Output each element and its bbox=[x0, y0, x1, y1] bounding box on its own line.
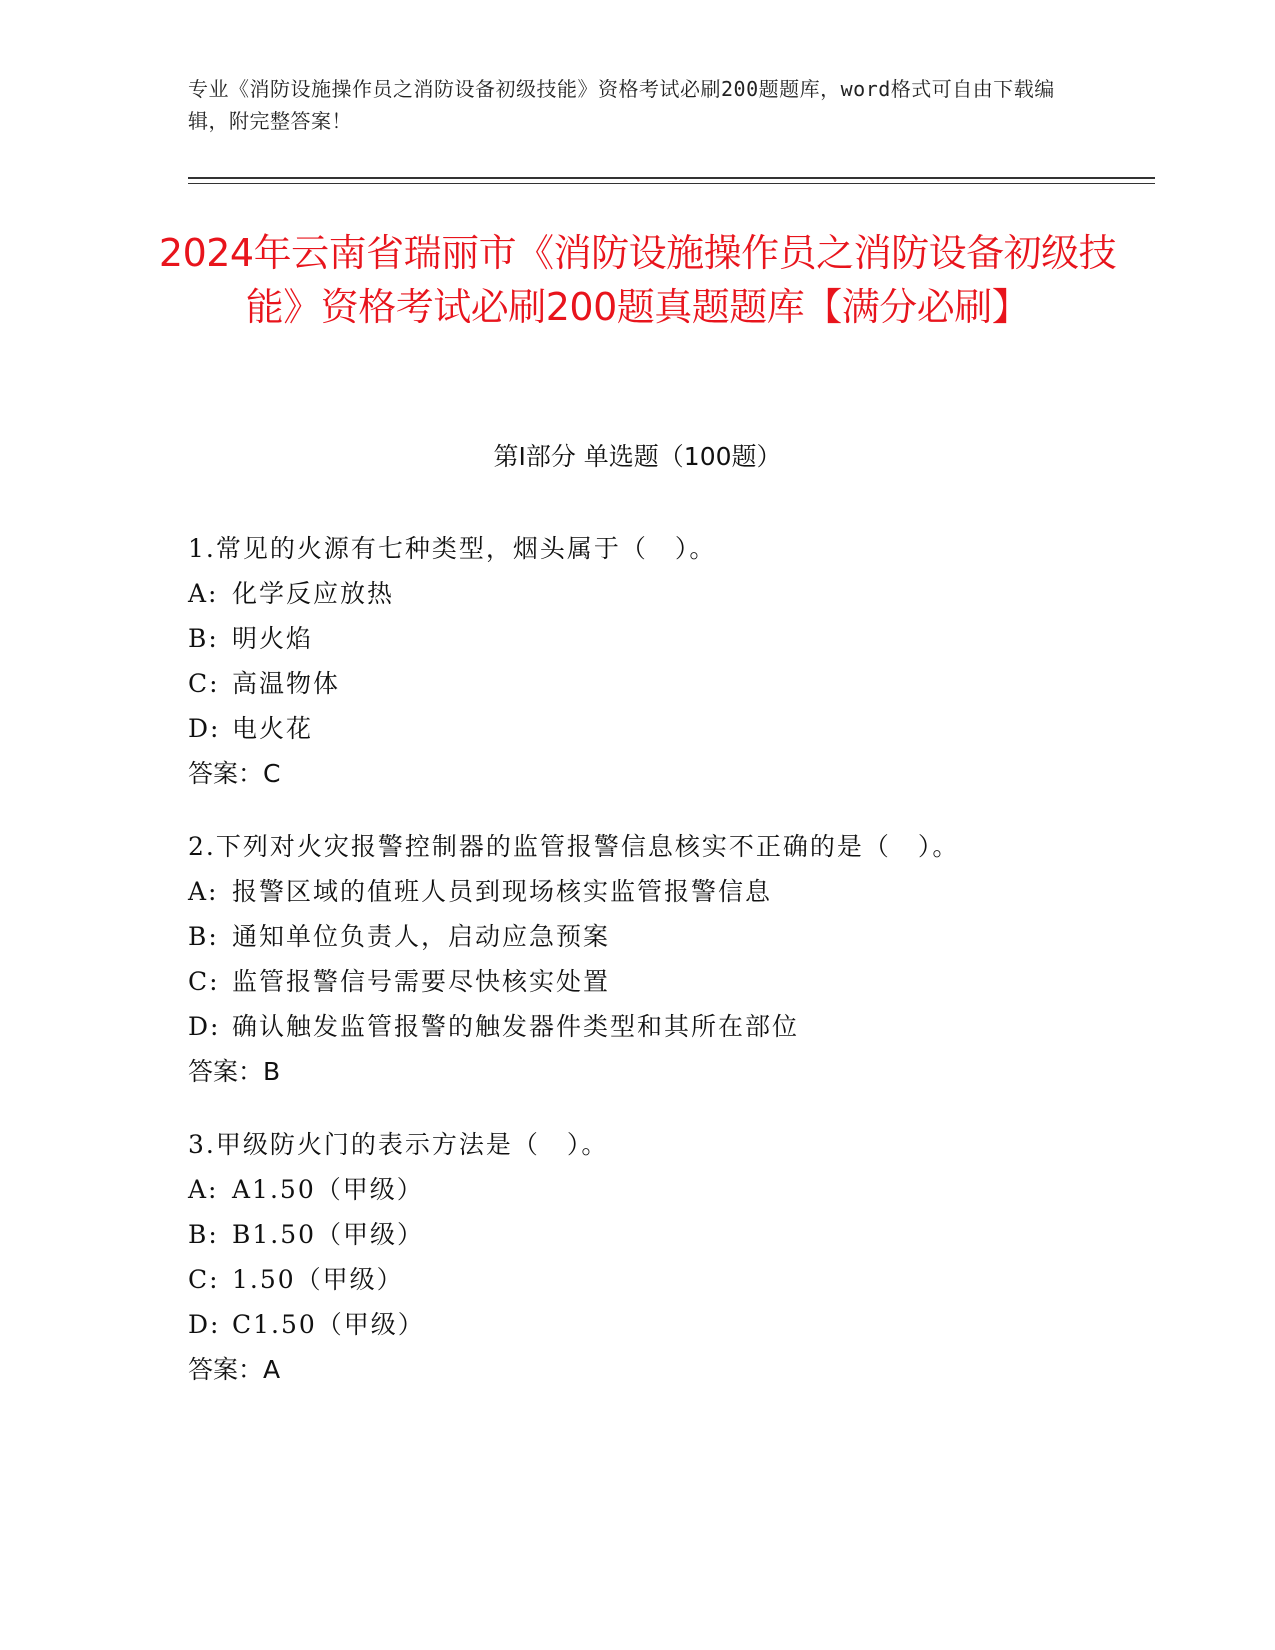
option-key: B: bbox=[188, 1220, 219, 1249]
option-key: A: bbox=[188, 579, 219, 608]
question-3 bbox=[188, 1122, 1148, 1392]
option-key: A: bbox=[188, 877, 219, 906]
option-text: 通知单位负责人，启动应急预案 bbox=[232, 922, 611, 951]
option-key: C: bbox=[188, 1265, 220, 1294]
option-text: B1.50（甲级） bbox=[232, 1220, 425, 1249]
header-divider-thick bbox=[188, 177, 1155, 179]
option-text: 报警区域的值班人员到现场核实监管报警信息 bbox=[232, 877, 773, 906]
option-c bbox=[188, 1257, 1148, 1302]
option-text: 电火花 bbox=[232, 714, 314, 743]
option-key: B: bbox=[188, 624, 219, 653]
option-b bbox=[188, 616, 1148, 661]
option-text: 明火焰 bbox=[232, 624, 314, 653]
option-text: 化学反应放热 bbox=[232, 579, 395, 608]
option-b bbox=[188, 914, 1148, 959]
question-stem: 3.甲级防火门的表示方法是（ ）。 bbox=[188, 1130, 609, 1159]
question-1 bbox=[188, 526, 1148, 796]
option-d bbox=[188, 706, 1148, 751]
option-key: C: bbox=[188, 967, 220, 996]
option-text: A1.50（甲级） bbox=[232, 1175, 424, 1204]
question-2 bbox=[188, 824, 1148, 1094]
option-text: C1.50（甲级） bbox=[232, 1310, 425, 1339]
section-title: 第Ⅰ部分 单选题（100题） bbox=[493, 442, 782, 471]
question-list bbox=[188, 526, 1148, 1420]
option-key: A: bbox=[188, 1175, 219, 1204]
option-d bbox=[188, 1004, 1148, 1049]
option-key: C: bbox=[188, 669, 220, 698]
option-b bbox=[188, 1212, 1148, 1257]
option-text: 高温物体 bbox=[232, 669, 341, 698]
option-c bbox=[188, 959, 1148, 1004]
question-stem: 1.常见的火源有七种类型，烟头属于（ ）。 bbox=[188, 534, 717, 563]
header-note: 专业《消防设施操作员之消防设备初级技能》资格考试必刷200题题库，word格式可自由下载编辑，附完整答案！ bbox=[188, 77, 1055, 133]
option-text: 监管报警信号需要尽快核实处置 bbox=[232, 967, 611, 996]
option-key: D: bbox=[188, 1310, 221, 1339]
option-text: 确认触发监管报警的触发器件类型和其所在部位 bbox=[232, 1012, 800, 1041]
document-title: 2024年云南省瑞丽市《消防设施操作员之消防设备初级技能》资格考试必刷200题真题题库【满分必刷】 bbox=[158, 231, 1117, 329]
option-text: 1.50（甲级） bbox=[232, 1265, 404, 1294]
option-a bbox=[188, 571, 1148, 616]
question-answer: 答案：C bbox=[188, 759, 281, 788]
option-a bbox=[188, 869, 1148, 914]
option-key: D: bbox=[188, 714, 221, 743]
option-d bbox=[188, 1302, 1148, 1347]
option-c bbox=[188, 661, 1148, 706]
option-key: B: bbox=[188, 922, 219, 951]
question-answer: 答案：A bbox=[188, 1355, 281, 1384]
option-key: D: bbox=[188, 1012, 221, 1041]
question-stem: 2.下列对火灾报警控制器的监管报警信息核实不正确的是（ ）。 bbox=[188, 832, 960, 861]
question-answer: 答案：B bbox=[188, 1057, 281, 1086]
header-divider-thin bbox=[188, 183, 1155, 184]
option-a bbox=[188, 1167, 1148, 1212]
